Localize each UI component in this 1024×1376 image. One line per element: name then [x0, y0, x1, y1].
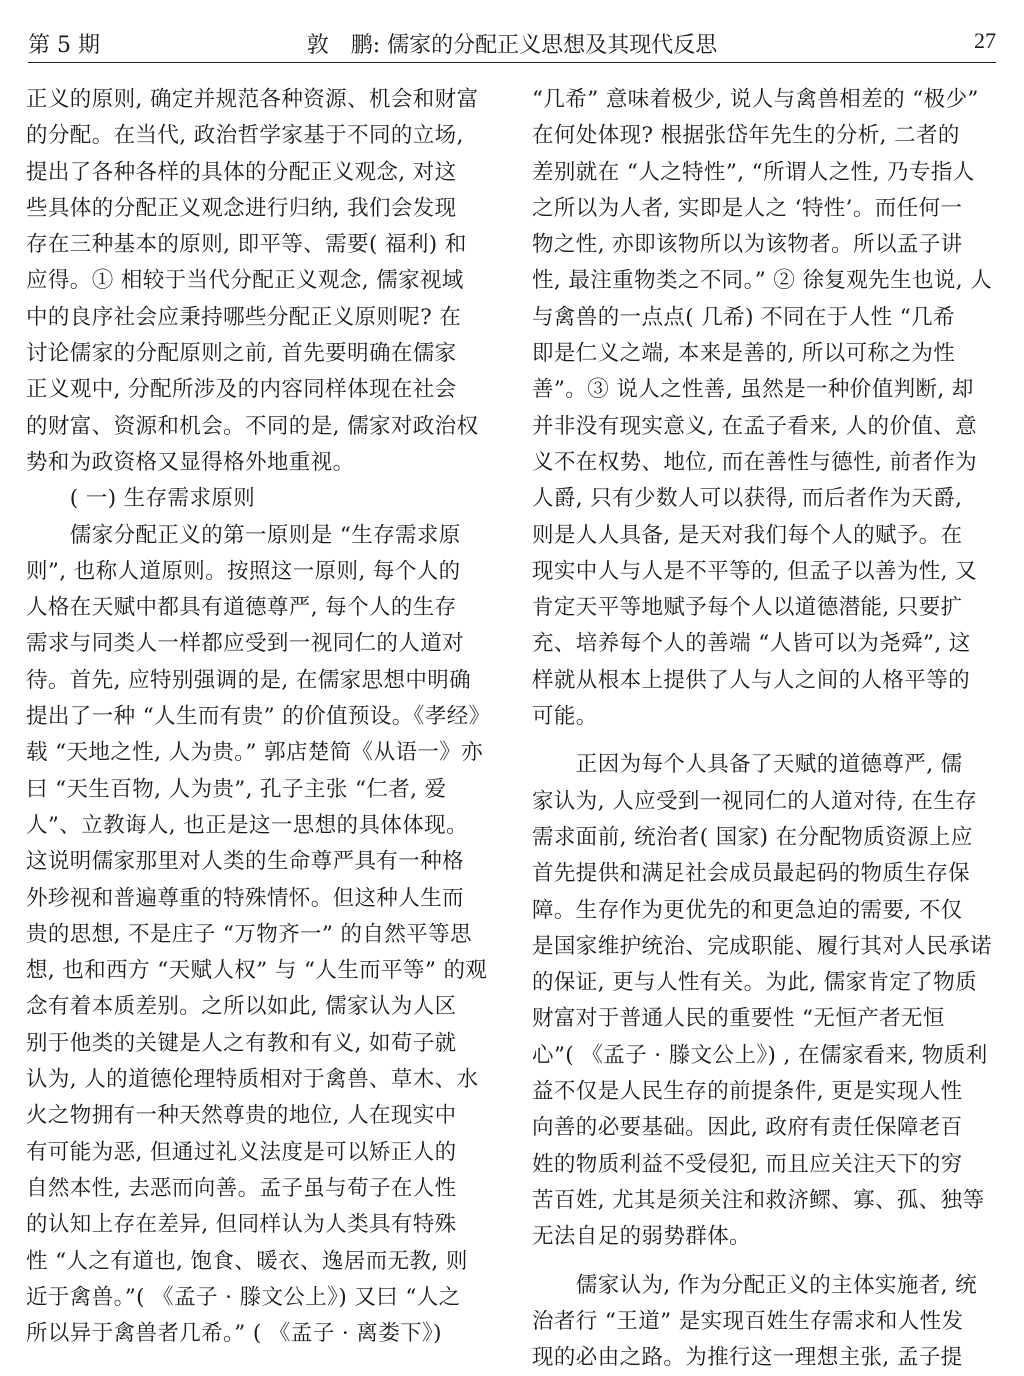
right-paragraph-3 — [532, 1268, 1000, 1376]
text-line: 善”。③ 说人之性善, 虽然是一种价值判断, 却 — [532, 372, 1000, 408]
text-line: 正义的原则, 确定并规范各种资源、机会和财富 — [26, 82, 494, 118]
text-line: 障。生存作为更优先的和更急迫的需要, 不仅 — [532, 893, 1000, 929]
text-line: 义不在权势、地位, 而在善性与德性, 前者作为 — [532, 445, 1000, 481]
text-line: 可能。 — [532, 699, 1000, 735]
right-paragraph-2 — [532, 747, 1000, 1255]
text-line: 物之性, 亦即该物所以为该物者。所以孟子讲 — [532, 227, 1000, 263]
text-line: 存在三种基本的原则, 即平等、需要( 福利) 和 — [26, 227, 494, 263]
text-line: 人格在天赋中都具有道德尊严, 每个人的生存 — [26, 590, 494, 626]
text-line: 正因为每个人具备了天赋的道德尊严, 儒 — [532, 747, 1000, 783]
text-line: 的分配。在当代, 政治哲学家基于不同的立场, — [26, 118, 494, 154]
text-line: 的财富、资源和机会。不同的是, 儒家对政治权 — [26, 409, 494, 445]
text-line: 财富对于普通人民的重要性 “无恒产者无恒 — [532, 1001, 1000, 1037]
text-line: 苦百姓, 尤其是须关注和救济鳏、寡、孤、独等 — [532, 1183, 1000, 1219]
text-line: 儒家分配正义的第一原则是 “生存需求原 — [26, 518, 494, 554]
text-line: 儒家认为, 作为分配正义的主体实施者, 统 — [532, 1268, 1000, 1304]
text-line: 自然本性, 去恶而向善。孟子虽与荀子在人性 — [26, 1171, 494, 1207]
text-line: 的保证, 更与人性有关。为此, 儒家肯定了物质 — [532, 965, 1000, 1001]
text-line: 治者行 “王道” 是实现百姓生存需求和人性发 — [532, 1304, 1000, 1340]
text-line: 即是仁义之端, 本来是善的, 所以可称之为性 — [532, 336, 1000, 372]
text-line: 则是人人具备, 是天对我们每个人的赋予。在 — [532, 518, 1000, 554]
text-line: 在何处体现? 根据张岱年先生的分析, 二者的 — [532, 118, 1000, 154]
text-line: 所以异于禽兽者几希。” ( 《孟子 · 离娄下》) — [26, 1316, 494, 1352]
text-line: 些具体的分配正义观念进行归纳, 我们会发现 — [26, 191, 494, 227]
text-line: 性, 最注重物类之不同。” ② 徐复观先生也说, 人 — [532, 263, 1000, 299]
text-line: 充、培养每个人的善端 “人皆可以为尧舜”, 这 — [532, 626, 1000, 662]
text-line: 需求与同类人一样都应受到一视同仁的人道对 — [26, 626, 494, 662]
text-line: 提出了一种 “人生而有贵” 的价值预设。《孝经》 — [26, 699, 494, 735]
text-line: 中的良序社会应秉持哪些分配正义原则呢? 在 — [26, 300, 494, 336]
text-line: 势和为政资格又显得格外地重视。 — [26, 445, 494, 481]
right-column — [532, 82, 1000, 1376]
text-line: 应得。① 相较于当代分配正义观念, 儒家视域 — [26, 263, 494, 299]
text-line: 向善的必要基础。因此, 政府有责任保障老百 — [532, 1110, 1000, 1146]
text-line: 外珍视和普遍尊重的特殊情怀。但这种人生而 — [26, 881, 494, 917]
text-line: 家认为, 人应受到一视同仁的人道对待, 在生存 — [532, 784, 1000, 820]
text-line: 待。首先, 应特别强调的是, 在儒家思想中明确 — [26, 663, 494, 699]
text-line: 是国家维护统治、完成职能、履行其对人民承诺 — [532, 929, 1000, 965]
text-line: 益不仅是人民生存的前提条件, 更是实现人性 — [532, 1074, 1000, 1110]
text-line: 讨论儒家的分配原则之前, 首先要明确在儒家 — [26, 336, 494, 372]
text-line: 姓的物质利益不受侵犯, 而且应关注天下的穷 — [532, 1147, 1000, 1183]
text-line: 则”, 也称人道原则。按照这一原则, 每个人的 — [26, 554, 494, 590]
text-line: 提出了各种各样的具体的分配正义观念, 对这 — [26, 155, 494, 191]
text-line: 无法自足的弱势群体。 — [532, 1219, 1000, 1255]
text-line: 人爵, 只有少数人可以获得, 而后者作为天爵, — [532, 481, 1000, 517]
text-line: 认为, 人的道德伦理特质相对于禽兽、草木、水 — [26, 1062, 494, 1098]
text-line: 现实中人与人是不平等的, 但孟子以善为性, 又 — [532, 554, 1000, 590]
text-line: 贵的思想, 不是庄子 “万物齐一” 的自然平等思 — [26, 917, 494, 953]
text-line: 性 “人之有道也, 饱食、暖衣、逸居而无教, 则 — [26, 1244, 494, 1280]
text-line: 样就从根本上提供了人与人之间的人格平等的 — [532, 663, 1000, 699]
text-line: 念有着本质差别。之所以如此, 儒家认为人区 — [26, 989, 494, 1025]
text-line: 肯定天平等地赋予每个人以道德潜能, 只要扩 — [532, 590, 1000, 626]
text-line: 差别就在 “人之特性”, “所谓人之性, 乃专指人 — [532, 155, 1000, 191]
text-line: “几希” 意味着极少, 说人与禽兽相差的 “极少” — [532, 82, 1000, 118]
text-line: 之所以为人者, 实即是人之 ‘特性’。而任何一 — [532, 191, 1000, 227]
text-line: 近于禽兽。”( 《孟子 · 滕文公上》) 又曰 “人之 — [26, 1280, 494, 1316]
paragraph-gap — [532, 1256, 1000, 1268]
text-line: 的认知上存在差异, 但同样认为人类具有特殊 — [26, 1207, 494, 1243]
page-number: 27 — [974, 28, 996, 54]
text-line: 有可能为恶, 但通过礼义法度是可以矫正人的 — [26, 1135, 494, 1171]
text-line: 心”( 《孟子 · 滕文公上》) , 在儒家看来, 物质利 — [532, 1038, 1000, 1074]
text-line: 现的必由之路。为推行这一理想主张, 孟子提 — [532, 1340, 1000, 1376]
paragraph-gap — [532, 735, 1000, 747]
text-line: 并非没有现实意义, 在孟子看来, 人的价值、意 — [532, 409, 1000, 445]
left-column — [26, 82, 494, 1352]
text-line: 曰 “天生百物, 人为贵”, 孔子主张 “仁者, 爱 — [26, 772, 494, 808]
text-line: 载 “天地之性, 人为贵。” 郭店楚简《从语一》亦 — [26, 735, 494, 771]
text-line: 这说明儒家那里对人类的生命尊严具有一种格 — [26, 844, 494, 880]
text-line: 别于他类的关键是人之有教和有义, 如荀子就 — [26, 1026, 494, 1062]
text-line: ( 一) 生存需求原则 — [26, 481, 494, 517]
text-line: 需求面前, 统治者( 国家) 在分配物质资源上应 — [532, 820, 1000, 856]
text-line: 想, 也和西方 “天赋人权” 与 “人生而平等” 的观 — [26, 953, 494, 989]
running-header — [28, 22, 996, 63]
text-line: 与禽兽的一点点( 几希) 不同在于人性 “几希 — [532, 300, 1000, 336]
text-line: 首先提供和满足社会成员最起码的物质生存保 — [532, 856, 1000, 892]
issue-label: 第 5 期 — [28, 28, 100, 59]
running-title: 敦 鹏: 儒家的分配正义思想及其现代反思 — [28, 28, 996, 59]
text-line: 火之物拥有一种天然尊贵的地位, 人在现实中 — [26, 1098, 494, 1134]
text-line: 人”、立教诲人, 也正是这一思想的具体体现。 — [26, 808, 494, 844]
text-line: 正义观中, 分配所涉及的内容同样体现在社会 — [26, 372, 494, 408]
right-paragraph-1 — [532, 82, 1000, 735]
